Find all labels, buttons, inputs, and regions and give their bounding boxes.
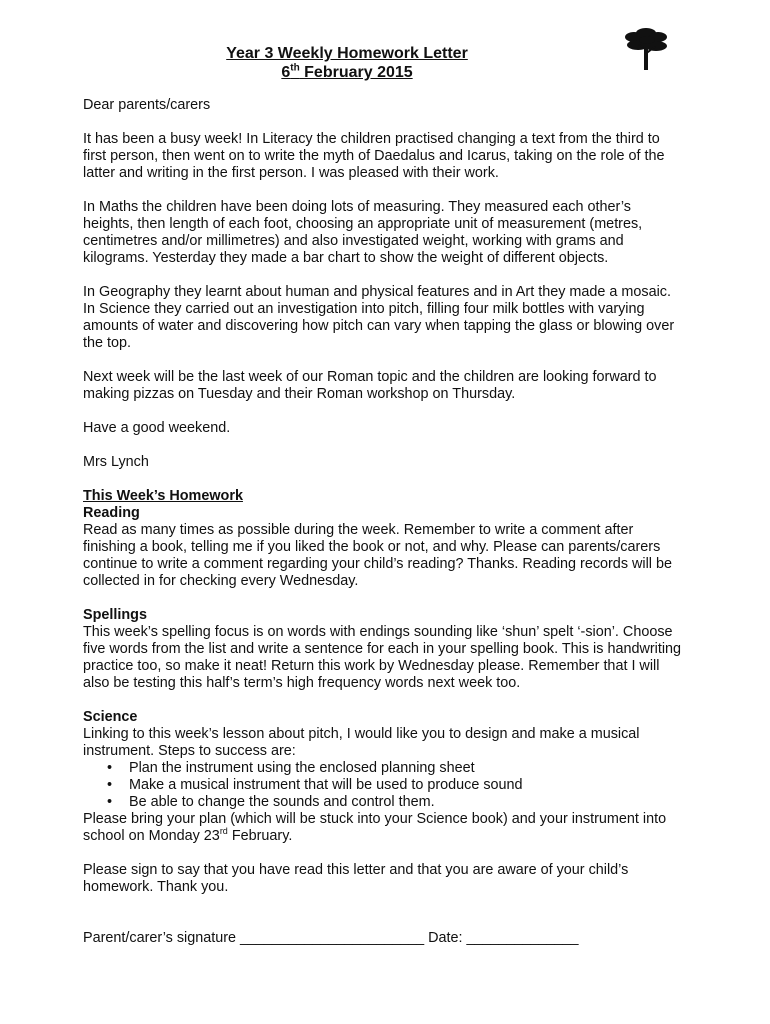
signature-line: Parent/carer’s signature _______________________ Date: ______________ [83, 930, 579, 946]
tree-icon [620, 26, 672, 72]
list-item: • Be able to change the sounds and control them. [83, 794, 683, 811]
date-suffix: th [290, 62, 300, 74]
paragraph-next-week: Next week will be the last week of our Roman topic and the children are looking forward to making pizzas on Tuesday and their Roman workshop on Thursday. [83, 369, 657, 402]
letter-body [83, 97, 683, 947]
spellings-heading: Spellings [83, 607, 147, 623]
paragraph-maths: In Maths the children have been doing lots of measuring. They measured each other’s heights, then length of each foot, choosing an appropriate unit of measurement (metres, centimetres and/or millimetres) and also investigated weight, working with grams and kilograms. Yesterday they made a bar chart to show the weight of different objects. [83, 199, 643, 266]
paragraph-geography-science: In Geography they learnt about human and physical features and in Art they made a mosaic. In Science they carried out an investigation into pitch, filling four milk bottles with varying amounts of water and discovering how pitch can vary when tapping the glass or blowing over the top. [83, 284, 675, 351]
science-bring-sup: rd [219, 826, 228, 837]
science-bring-pre: Please bring your plan (which will be stuck into your Science book) and your instrument into school on Monday 23 [83, 811, 667, 844]
list-item: • Plan the instrument using the enclosed planning sheet [83, 760, 683, 777]
date-day: 6 [281, 64, 291, 81]
date-rest: February 2015 [299, 64, 413, 81]
sign-request: Please sign to say that you have read this letter and that you are aware of your child’s homework. Thank you. [83, 862, 629, 895]
list-item: • Make a musical instrument that will be used to produce sound [83, 777, 683, 794]
reading-heading: Reading [83, 505, 140, 521]
science-text: Linking to this week’s lesson about pitch, I would like you to design and make a musical instrument. Steps to success are: [83, 726, 640, 759]
paragraph-literacy: It has been a busy week! In Literacy the children practised changing a text from the third to first person, then went on to write the myth of Daedalus and Icarus, taking on the role of the latter and writing in the first person. I was pleased with their work. [83, 131, 665, 181]
science-bring-text [83, 811, 683, 845]
signoff: Mrs Lynch [83, 454, 149, 470]
closing: Have a good weekend. [83, 420, 231, 436]
science-steps-list [83, 760, 683, 811]
homework-heading: This Week’s Homework [83, 488, 243, 504]
spellings-text: This week’s spelling focus is on words with endings sounding like ‘shun’ spelt ‘-sion’. Choose five words from the list and write a sentence for each in your spelling book. This is handwriting practice too, so make it neat! Return this work by Wednesday please. Remember that I will also be testing this half’s term’s high frequency words next week too. [83, 624, 682, 691]
reading-text: Read as many times as possible during the week. Remember to write a comment after finishing a book, telling me if you liked the book or not, and why. Please can parents/carers continue to write a comment regarding your child’s reading? Thanks. Reading records will be collected in for checking every Wednesday. [83, 522, 672, 589]
greeting: Dear parents/carers [83, 97, 211, 113]
science-bring-post: February. [227, 828, 293, 844]
science-heading: Science [83, 709, 138, 725]
letter-date [82, 64, 612, 82]
letter-title: Year 3 Weekly Homework Letter [226, 45, 468, 62]
